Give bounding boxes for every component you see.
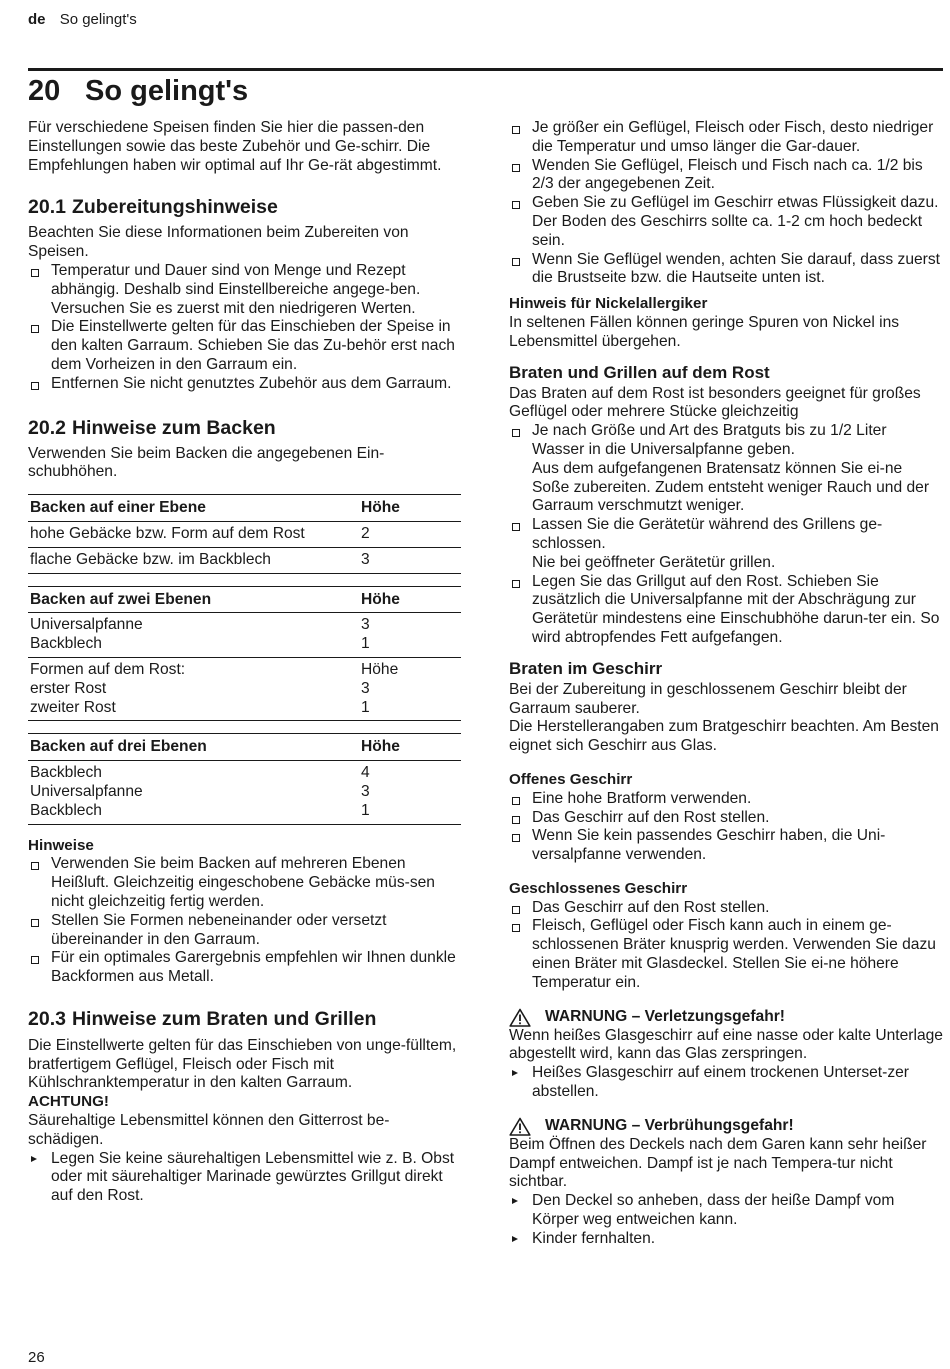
list-item: Geben Sie zu Geflügel im Geschirr etwas Flüssigkeit dazu. Der Boden des Geschirrs sollte ca. 1-2 cm hoch bedeckt sein. [509, 194, 943, 250]
hints-heading: Hinweise [28, 836, 94, 854]
table-cell: 1 [361, 635, 370, 653]
list-item: Stellen Sie Formen nebeneinander oder versetzt übereinander in den Garraum. [28, 912, 461, 950]
intro-text: Für verschiedene Speisen finden Sie hier die passen-den Einstellungen sowie das beste Zubehör und Ge-schirr. Die Empfehlungen haben wir optimal auf Ihr Ge-rät abgestimmt. [28, 119, 442, 174]
section-number: 20.1 [28, 196, 66, 219]
section-heading-20-2 [28, 416, 461, 440]
bullet-list [28, 855, 461, 987]
action-item: Legen Sie keine säurehaltigen Lebensmittel wie z. B. Obst oder mit säurehaltiger Marinade gewürztes Grillgut direkt auf den Rost. [28, 1150, 461, 1206]
table-cell: Backblech [30, 635, 102, 653]
section-heading-20-1 [28, 195, 461, 219]
language-code: de [28, 11, 46, 28]
list-item: Die Einstellwerte gelten für das Einschieben der Speise in den kalten Garraum. Schieben Sie das Zu-behör erst nach dem Vorheizen in den Garraum ein. [28, 318, 461, 374]
list-item: Legen Sie das Grillgut auf den Rost. Schieben Sie zusätzlich die Universalpfanne mit der Abschrägung zur Gerätetür mindestens eine Einschubhöhe darun-ter ein. So wird abtropfendes Fett aufgefangen. [509, 573, 943, 648]
chapter-number: 20 [28, 75, 61, 107]
warning-title: WARNUNG – Verbrühungsgefahr! [545, 1116, 794, 1134]
action-list [509, 1064, 943, 1102]
table-header: Backen auf einer Ebene [28, 495, 355, 522]
bullet-list [509, 899, 943, 993]
table-cell: Formen auf dem Rost: [30, 660, 186, 678]
caution-heading: ACHTUNG! [28, 1093, 109, 1111]
warning-text: Wenn heißes Glasgeschirr auf eine nasse oder kalte Unterlage abgestellt wird, kann das Glas zerspringen. [509, 1026, 943, 1063]
table-row [28, 521, 461, 547]
chapter-heading [28, 73, 248, 109]
rost-heading: Braten und Grillen auf dem Rost [509, 362, 770, 382]
action-list [28, 1150, 461, 1206]
list-item: Entfernen Sie nicht genutztes Zubehör aus dem Garraum. [28, 375, 461, 394]
list-item: Wenn Sie Geflügel wenden, achten Sie darauf, dass zuerst die Brustseite bzw. die Hautseite unten ist. [509, 251, 943, 289]
list-item: Für ein optimales Garergebnis empfehlen wir Ihnen dunkle Backformen aus Metall. [28, 949, 461, 987]
list-item: Fleisch, Geflügel oder Fisch kann auch in einem ge-schlossenen Bräter knusprig werden. Verwenden Sie dazu einen Bräter mit Glasdeckel. Stellen Sie ei-ne höhere Temperatur ein. [509, 917, 943, 992]
table-header: Backen auf drei Ebenen [28, 734, 355, 761]
table-cell: 2 [355, 521, 461, 547]
nickel-text: In seltenen Fällen können geringe Spuren von Nickel ins Lebensmittel übergehen. [509, 313, 900, 350]
list-item: Je größer ein Geflügel, Fleisch oder Fisch, desto niedriger die Temperatur und umso länger die Gar-dauer. [509, 119, 943, 157]
list-item-note: Nie bei geöffneter Gerätetür grillen. [532, 553, 776, 571]
list-item-text: Lassen Sie die Gerätetür während des Grillens ge-schlossen. [532, 516, 883, 552]
nickel-heading: Hinweis für Nickelallergiker [509, 295, 708, 313]
list-item-note: Aus dem aufgefangenen Bratensatz können Sie ei-ne Soße zubereiten. Zudem entsteht weniger Rauch und der Garraum verschmutzt weniger. [532, 459, 930, 515]
list-item-text: Je nach Größe und Art des Bratguts bis zu 1/2 Liter Wasser in die Universalpfanne geben. [532, 422, 887, 458]
table-cell: 1 [361, 801, 370, 819]
rost-text: Das Braten auf dem Rost ist besonders geeignet für großes Geflügel oder mehrere Stücke gleichzeitig [509, 384, 921, 421]
section-text: Beachten Sie diese Informationen beim Zubereiten von Speisen. [28, 224, 409, 261]
action-item: Kinder fernhalten. [509, 1230, 943, 1249]
table-row [28, 547, 461, 573]
list-item: Eine hohe Bratform verwenden. [509, 790, 943, 809]
table-cell: 4 [361, 764, 370, 782]
chapter-title: So gelingt's [85, 75, 249, 107]
warning-triangle-icon [509, 1117, 531, 1136]
action-list [509, 1192, 943, 1248]
table-cell: erster Rost [30, 679, 107, 697]
table-cell: Universalpfanne [30, 782, 143, 800]
table-cell: Höhe [361, 660, 399, 678]
section-title: Hinweise zum Backen [71, 416, 276, 439]
table-row [28, 613, 461, 658]
geschirr-text: Bei der Zubereitung in geschlossenem Geschirr bleibt der Garraum sauberer. [509, 680, 907, 717]
bullet-list [509, 422, 943, 648]
table-header: Höhe [355, 495, 461, 522]
section-text: Verwenden Sie beim Backen die angegebenen Ein-schubhöhen. [28, 444, 385, 481]
action-item: Heißes Glasgeschirr auf einem trockenen Unterset-zer abstellen. [509, 1064, 943, 1102]
chapter-rule [28, 68, 943, 71]
table-cell: 3 [355, 547, 461, 573]
table-header: Höhe [355, 734, 461, 761]
bullet-list [509, 119, 943, 288]
table-one-level [28, 494, 461, 573]
bullet-list [509, 790, 943, 865]
list-item: Wenn Sie kein passendes Geschirr haben, die Uni-versalpfanne verwenden. [509, 827, 943, 865]
list-item: Das Geschirr auf den Rost stellen. [509, 809, 943, 828]
geschirr-text: Die Herstellerangaben zum Bratgeschirr beachten. Am Besten eignet sich Geschirr aus Glas. [509, 718, 939, 755]
header-title: So gelingt's [59, 11, 137, 28]
warning-triangle-icon [509, 1008, 531, 1027]
section-title: Zubereitungshinweise [71, 196, 278, 219]
list-item [509, 422, 943, 516]
section-text: Die Einstellwerte gelten für das Einschieben von unge-fülltem, bratfertigem Geflügel, Fleisch oder Fisch mit Kühlschranktemperatur in den kalten Garraum. [28, 1036, 457, 1092]
list-item: Verwenden Sie beim Backen auf mehreren Ebenen Heißluft. Gleichzeitig eingeschobene Gebäcke müs-sen nicht gleichzeitig fertig werden. [28, 855, 461, 911]
list-item: Das Geschirr auf den Rost stellen. [509, 899, 943, 918]
table-header: Höhe [355, 586, 461, 613]
baking-tables [28, 494, 461, 824]
page-number: 26 [28, 1349, 45, 1366]
warning-heading [509, 1008, 943, 1027]
offen-heading: Offenes Geschirr [509, 770, 633, 788]
page-header [28, 11, 137, 29]
table-cell: 3 [361, 616, 370, 634]
table-three-levels [28, 733, 461, 824]
geschlossen-heading: Geschlossenes Geschirr [509, 879, 688, 897]
action-item: Den Deckel so anheben, dass der heiße Dampf vom Körper weg entweichen kann. [509, 1192, 943, 1230]
table-cell: Universalpfanne [30, 616, 143, 634]
right-column [509, 119, 943, 1249]
table-two-levels [28, 586, 461, 722]
bullet-list [28, 262, 461, 394]
table-cell: flache Gebäcke bzw. im Backblech [28, 547, 355, 573]
left-column [28, 119, 461, 1206]
table-cell: 3 [361, 679, 370, 697]
warning-title: WARNUNG – Verletzungsgefahr! [545, 1007, 786, 1025]
section-number: 20.3 [28, 1007, 66, 1030]
warning-heading [509, 1117, 943, 1136]
table-header: Backen auf zwei Ebenen [28, 586, 355, 613]
list-item [509, 516, 943, 572]
list-item: Temperatur und Dauer sind von Menge und Rezept abhängig. Deshalb sind Einstellbereiche angege-ben. Versuchen Sie es zuerst mit den niedrigeren Werten. [28, 262, 461, 318]
section-heading-20-3 [28, 1007, 461, 1031]
list-item: Wenden Sie Geflügel, Fleisch und Fisch nach ca. 1/2 bis 2/3 der angegebenen Zeit. [509, 157, 943, 195]
table-cell: Backblech [30, 801, 102, 819]
table-cell: hohe Gebäcke bzw. Form auf dem Rost [28, 521, 355, 547]
geschirr-heading: Braten im Geschirr [509, 658, 663, 678]
table-cell: 3 [361, 782, 370, 800]
table-cell: 1 [361, 698, 370, 716]
table-row [28, 657, 461, 720]
section-title: Hinweise zum Braten und Grillen [71, 1007, 377, 1030]
section-number: 20.2 [28, 416, 66, 439]
caution-text: Säurehaltige Lebensmittel können den Gitterrost be-schädigen. [28, 1112, 390, 1148]
table-cell: zweiter Rost [30, 698, 116, 716]
table-row [28, 761, 461, 824]
warning-text: Beim Öffnen des Deckels nach dem Garen kann sehr heißer Dampf entweichen. Dampf ist je nach Tempera-tur nicht sichtbar. [509, 1135, 927, 1191]
table-cell: Backblech [30, 764, 102, 782]
